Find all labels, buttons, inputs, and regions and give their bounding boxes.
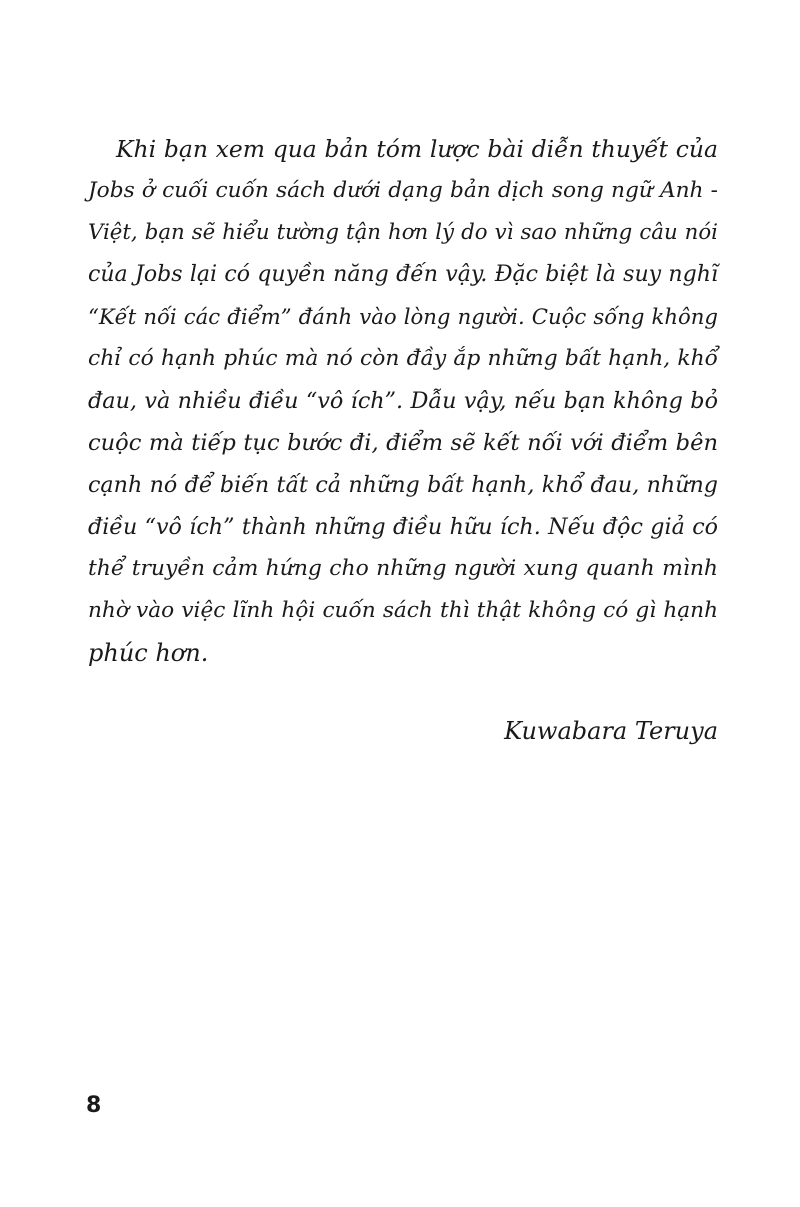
paragraph-line: phúc hơn. — [88, 639, 209, 667]
body-paragraph — [88, 128, 718, 674]
page-number: 8 — [86, 1093, 102, 1118]
paragraph-line: đau, và nhiều điều “vô ích”. Dẫu vậy, nếu bạn không bỏ — [88, 388, 718, 414]
paragraph-line: Jobs ở cuối cuốn sách dưới dạng bản dịch song ngữ Anh - — [88, 178, 718, 203]
paragraph-line: cạnh nó để biến tất cả những bất hạnh, khổ đau, những — [88, 472, 718, 498]
paragraph-line: điều “vô ích” thành những điều hữu ích. Nếu độc giả có — [88, 514, 718, 540]
paragraph-line: Việt, bạn sẽ hiểu tường tận hơn lý do vì sao những câu nói — [88, 220, 718, 245]
paragraph-line: Khi bạn xem qua bản tóm lược bài diễn thuyết của — [116, 135, 718, 163]
paragraph-line: cuộc mà tiếp tục bước đi, điểm sẽ kết nối với điểm bên — [88, 430, 718, 456]
paragraph-line: “Kết nối các điểm” đánh vào lòng người. Cuộc sống không — [88, 304, 718, 329]
paragraph-line: thể truyền cảm hứng cho những người xung quanh mình — [88, 556, 718, 581]
paragraph-line: nhờ vào việc lĩnh hội cuốn sách thì thật không có gì hạnh — [88, 598, 718, 623]
paragraph-line: của Jobs lại có quyền năng đến vậy. Đặc biệt là suy nghĩ — [88, 262, 718, 287]
paragraph-line: chỉ có hạnh phúc mà nó còn đầy ắp những bất hạnh, khổ — [88, 346, 718, 371]
author-signature: Kuwabara Teruya — [504, 717, 718, 745]
